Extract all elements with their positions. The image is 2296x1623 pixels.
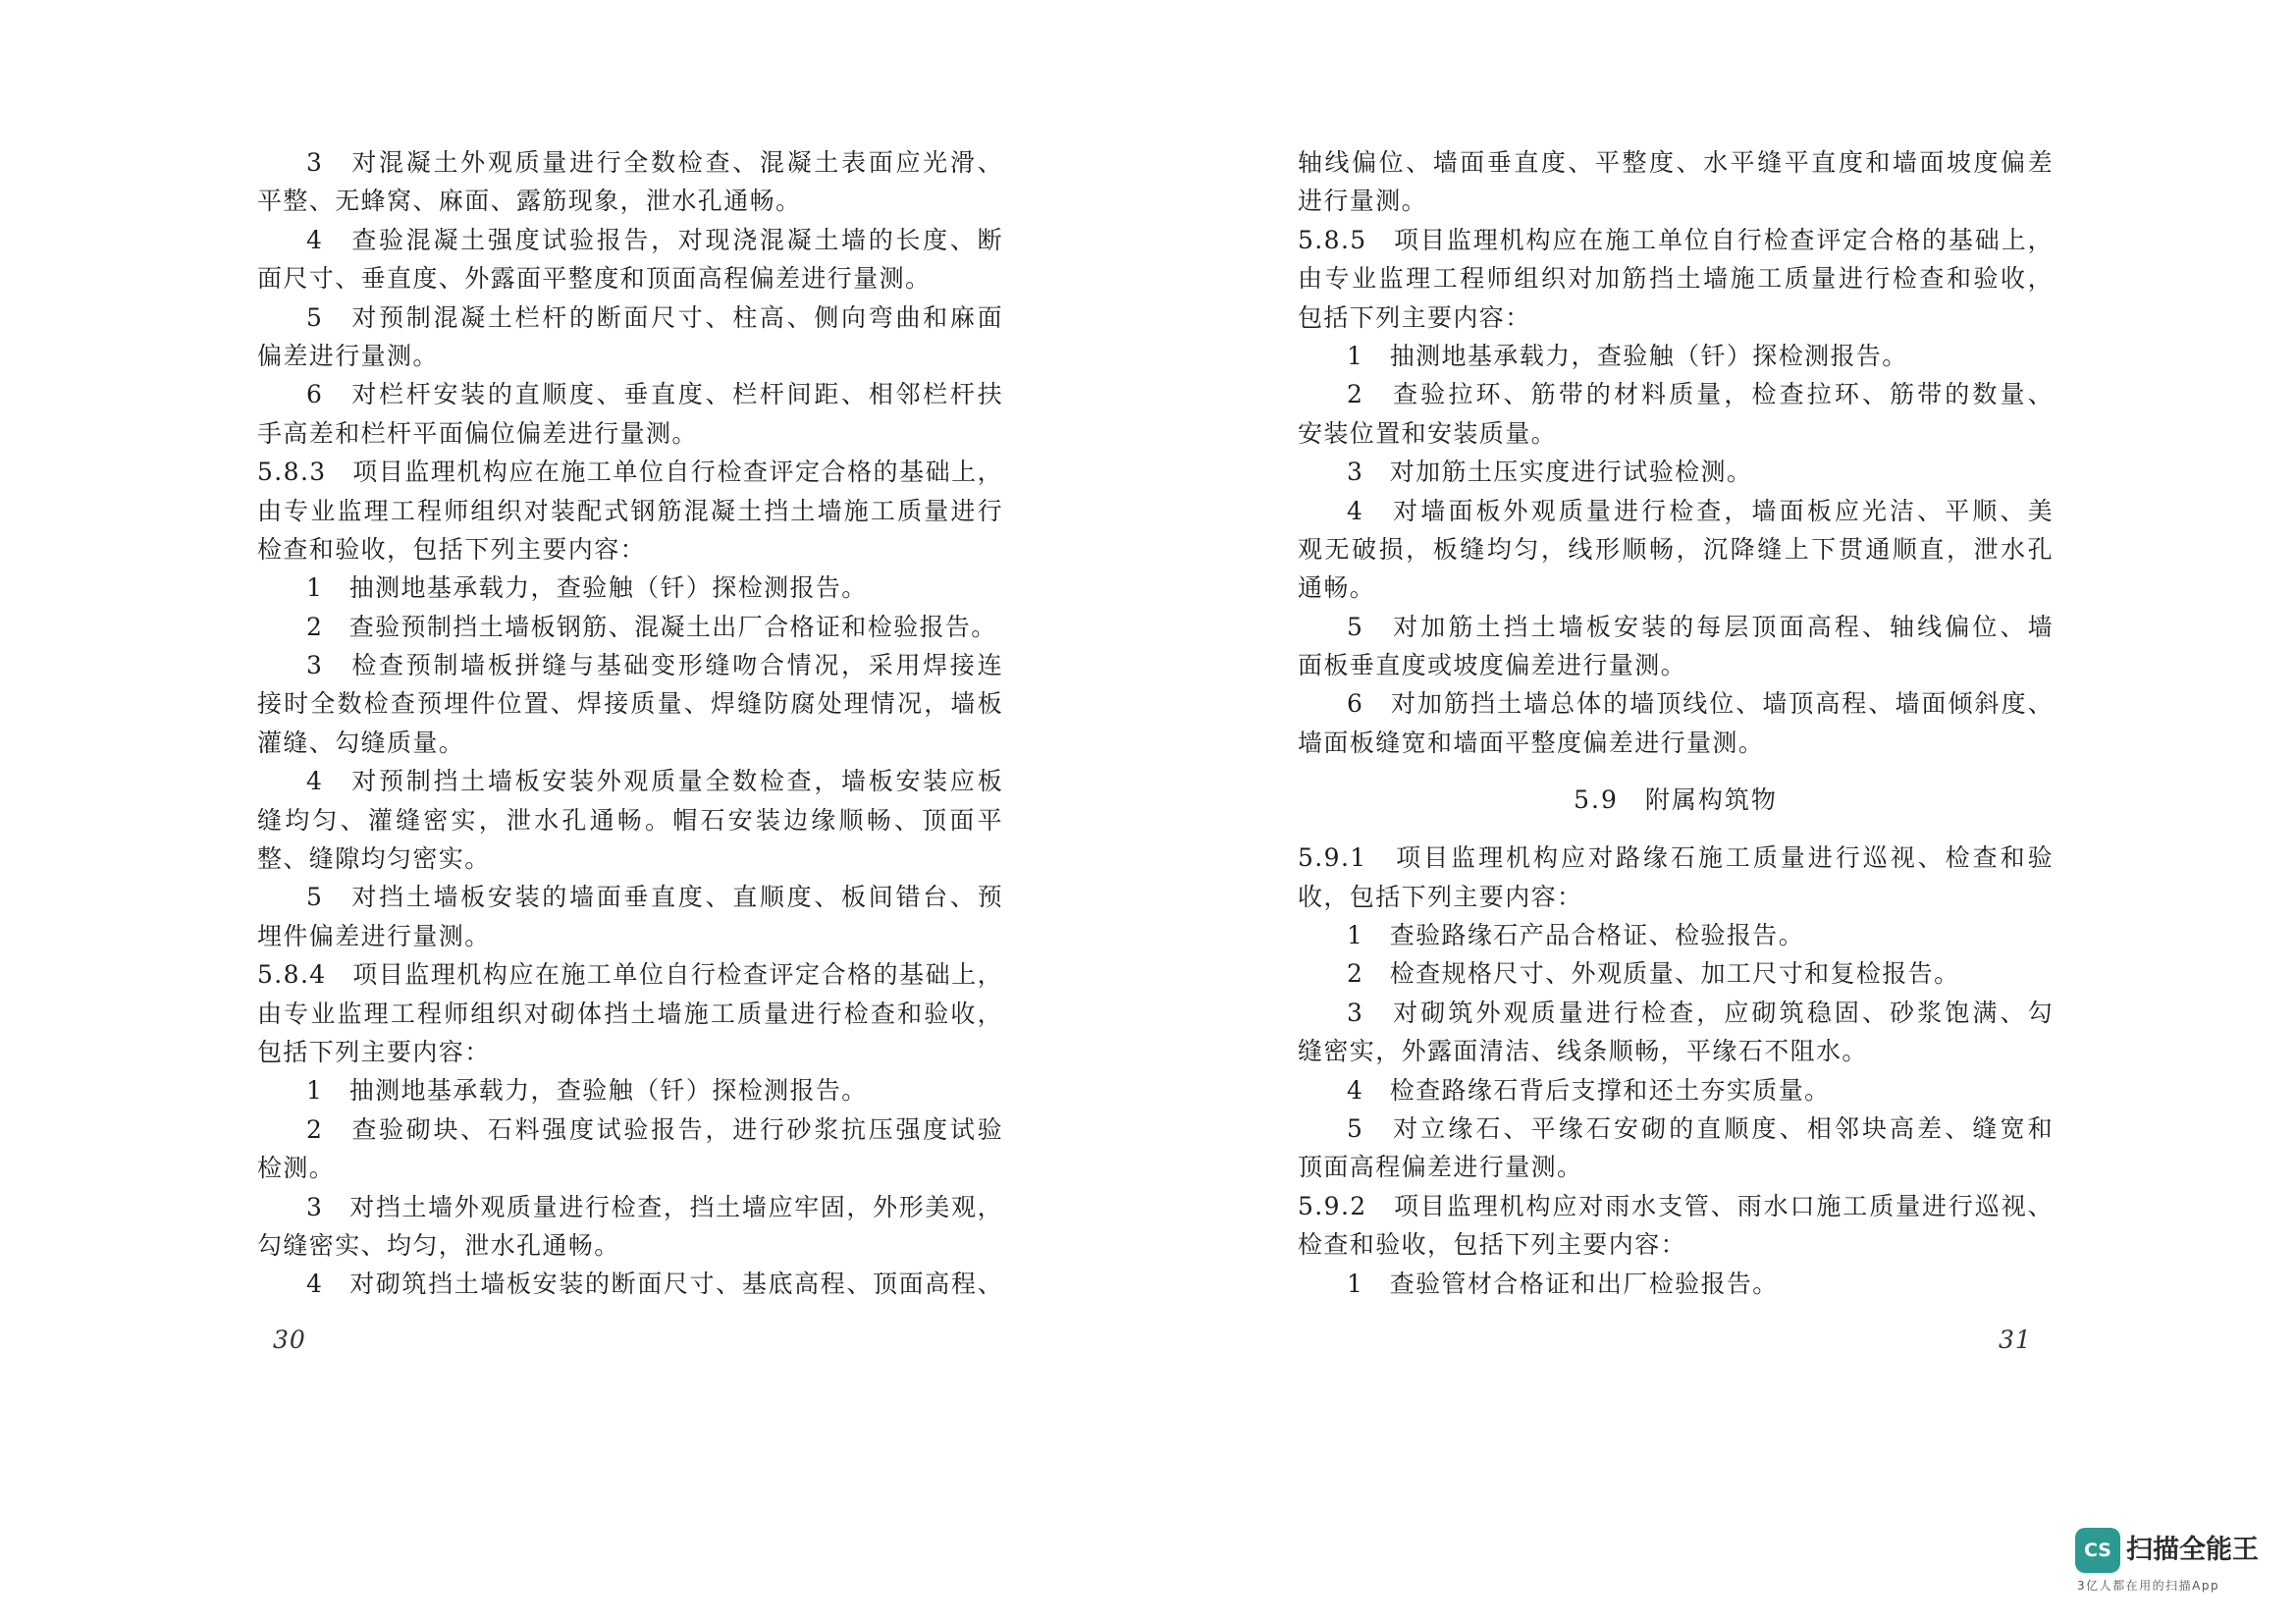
text-line: 包括下列主要内容： bbox=[1298, 302, 1531, 332]
text-line: 整、缝隙均匀密实。 bbox=[257, 844, 491, 874]
text-line: 包括下列主要内容： bbox=[257, 1037, 491, 1066]
text-line: 由专业监理工程师组织对砌体挡土墙施工质量进行检查和验收， bbox=[257, 999, 1003, 1028]
text-line: 5.8.4 项目监理机构应在施工单位自行检查评定合格的基础上， bbox=[257, 960, 1003, 990]
text-line: 4 对砌筑挡土墙板安装的断面尺寸、基底高程、顶面高程、 bbox=[306, 1270, 1003, 1299]
text-line: 3 检查预制墙板拼缝与基础变形缝吻合情况，采用焊接连 bbox=[306, 651, 1003, 680]
text-line: 勾缝密实、均匀，泄水孔通畅。 bbox=[257, 1230, 620, 1260]
text-line: 1 查验路缘石产品合格证、检验报告。 bbox=[1347, 921, 1805, 950]
text-line: 1 查验管材合格证和出厂检验报告。 bbox=[1347, 1269, 1779, 1298]
text-line: 6 对栏杆安装的直顺度、垂直度、栏杆间距、相邻栏杆扶 bbox=[306, 380, 1003, 409]
watermark-subtitle: 3亿人都在用的扫描App bbox=[2077, 1579, 2220, 1593]
text-line: 5.8.5 项目监理机构应在施工单位自行检查评定合格的基础上， bbox=[1298, 225, 2054, 254]
text-line: 5 对立缘石、平缘石安砌的直顺度、相邻块高差、缝宽和 bbox=[1347, 1113, 2054, 1143]
text-line: 2 查验砌块、石料强度试验报告，进行砂浆抗压强度试验 bbox=[306, 1114, 1003, 1144]
text-line: 3 对挡土墙外观质量进行检查，挡土墙应牢固，外形美观， bbox=[306, 1192, 1003, 1221]
text-line: 安装位置和安装质量。 bbox=[1298, 418, 1558, 448]
text-line: 5 对挡土墙板安装的墙面垂直度、直顺度、板间错台、预 bbox=[306, 883, 1003, 912]
text-line: 3 对混凝土外观质量进行全数检查、混凝土表面应光滑、 bbox=[306, 148, 1003, 177]
text-line: 4 对预制挡土墙板安装外观质量全数检查，墙板安装应板 bbox=[306, 767, 1003, 796]
watermark-title: 扫描全能王 bbox=[2126, 1535, 2259, 1565]
text-line: 由专业监理工程师组织对加筋挡土墙施工质量进行检查和验收， bbox=[1298, 264, 2054, 294]
text-line: 5 对预制混凝土栏杆的断面尺寸、柱高、侧向弯曲和麻面 bbox=[306, 302, 1003, 332]
text-line: 由专业监理工程师组织对装配式钢筋混凝土挡土墙施工质量进行 bbox=[257, 496, 1003, 525]
text-line: 2 查验拉环、筋带的材料质量，检查拉环、筋带的数量、 bbox=[1347, 380, 2054, 409]
text-line: 接时全数检查预埋件位置、焊接质量、焊缝防腐处理情况，墙板 bbox=[257, 689, 1003, 719]
text-line: 缝均匀、灌缝密实，泄水孔通畅。帽石安装边缘顺畅、顶面平 bbox=[257, 805, 1003, 835]
text-line: 面板垂直度或坡度偏差进行量测。 bbox=[1298, 651, 1687, 680]
text-line: 检测。 bbox=[257, 1154, 336, 1183]
left-page-text bbox=[257, 143, 1003, 1304]
camscanner-logo-icon bbox=[2075, 1528, 2120, 1573]
text-line: 埋件偏差进行量测。 bbox=[257, 921, 491, 950]
text-line: 偏差进行量测。 bbox=[257, 341, 439, 370]
right-page bbox=[1298, 143, 2054, 1303]
page-number-right: 31 bbox=[1999, 1325, 2032, 1354]
text-line: 检查和验收，包括下列主要内容： bbox=[1298, 1230, 1687, 1260]
text-line: 观无破损，板缝均匀，线形顺畅，沉降缝上下贯通顺直，泄水孔 bbox=[1298, 534, 2054, 564]
text-line: 手高差和栏杆平面偏位偏差进行量测。 bbox=[257, 418, 698, 448]
text-line: 5.8.3 项目监理机构应在施工单位自行检查评定合格的基础上， bbox=[257, 458, 1003, 487]
left-page bbox=[257, 143, 1003, 1304]
text-line: 轴线偏位、墙面垂直度、平整度、水平缝平直度和墙面坡度偏差 bbox=[1298, 148, 2054, 177]
text-line: 3 对砌筑外观质量进行检查，应砌筑稳固、砂浆饱满、勾 bbox=[1347, 998, 2054, 1027]
text-line: 4 对墙面板外观质量进行检查，墙面板应光洁、平顺、美 bbox=[1347, 496, 2054, 525]
text-line: 1 抽测地基承载力，查验触（钎）探检测报告。 bbox=[1347, 341, 1908, 370]
text-line: 3 对加筋土压实度进行试验检测。 bbox=[1347, 458, 1753, 487]
text-line: 4 查验混凝土强度试验报告，对现浇混凝土墙的长度、断 bbox=[306, 225, 1003, 254]
right-page-text bbox=[1298, 143, 2054, 762]
text-line: 2 查验预制挡土墙板钢筋、混凝土出厂合格证和检验报告。 bbox=[306, 612, 997, 641]
section-heading: 5.9 附属构筑物 bbox=[1574, 785, 1778, 815]
text-line: 灌缝、勾缝质量。 bbox=[257, 728, 465, 757]
scanner-watermark bbox=[2075, 1528, 2281, 1596]
text-line: 5.9.2 项目监理机构应对雨水支管、雨水口施工质量进行巡视、 bbox=[1298, 1191, 2054, 1220]
text-line: 通畅。 bbox=[1298, 573, 1376, 603]
text-line: 收，包括下列主要内容： bbox=[1298, 882, 1583, 911]
text-line: 缝密实，外露面清洁、线条顺畅，平缘石不阻水。 bbox=[1298, 1037, 1868, 1066]
text-line: 2 检查规格尺寸、外观质量、加工尺寸和复检报告。 bbox=[1347, 959, 1960, 989]
text-line: 1 抽测地基承载力，查验触（钎）探检测报告。 bbox=[306, 573, 868, 603]
page-number-left: 30 bbox=[273, 1325, 306, 1354]
text-line: 顶面高程偏差进行量测。 bbox=[1298, 1153, 1583, 1182]
text-line: 进行量测。 bbox=[1298, 187, 1428, 216]
right-page-text-continued bbox=[1298, 839, 2054, 1303]
text-line: 检查和验收，包括下列主要内容： bbox=[257, 534, 647, 564]
text-line: 6 对加筋挡土墙总体的墙顶线位、墙顶高程、墙面倾斜度、 bbox=[1347, 689, 2054, 719]
text-line: 4 检查路缘石背后支撑和还土夯实质量。 bbox=[1347, 1075, 1831, 1105]
text-line: 墙面板缝宽和墙面平整度偏差进行量测。 bbox=[1298, 728, 1765, 757]
logo-text: CS bbox=[2084, 1540, 2111, 1561]
text-line: 5 对加筋土挡土墙板安装的每层顶面高程、轴线偏位、墙 bbox=[1347, 612, 2054, 641]
text-line: 1 抽测地基承载力，查验触（钎）探检测报告。 bbox=[306, 1076, 868, 1106]
text-line: 5.9.1 项目监理机构应对路缘石施工质量进行巡视、检查和验 bbox=[1298, 843, 2054, 873]
text-line: 平整、无蜂窝、麻面、露筋现象，泄水孔通畅。 bbox=[257, 187, 802, 216]
text-line: 面尺寸、垂直度、外露面平整度和顶面高程偏差进行量测。 bbox=[257, 264, 932, 294]
